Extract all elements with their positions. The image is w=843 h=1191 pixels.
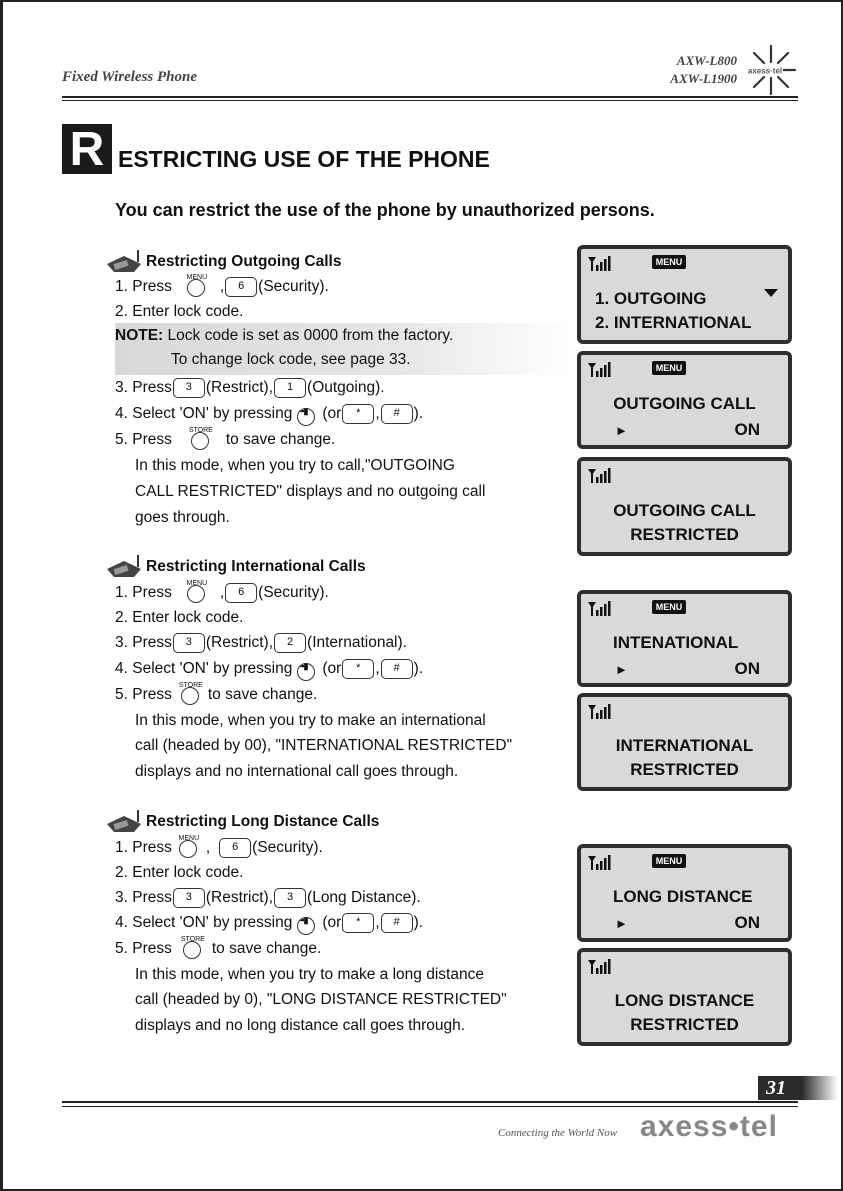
page-number: 31 bbox=[766, 1077, 786, 1099]
phone-icon bbox=[104, 553, 144, 581]
key-6: 6 bbox=[219, 838, 251, 858]
step-text: to save change. bbox=[211, 940, 322, 957]
step-text: (or bbox=[322, 914, 342, 931]
lcd-on-value: ON bbox=[734, 420, 760, 439]
desc-line: In this mode, when you try to make a long distance bbox=[135, 966, 484, 983]
menu-badge: MENU bbox=[652, 255, 686, 269]
lcd-screen-international-restricted bbox=[577, 693, 792, 791]
model-2: AXW-L1900 bbox=[670, 71, 737, 86]
step-text: 1. Press bbox=[115, 278, 172, 295]
key-3: 3 bbox=[173, 378, 205, 398]
step-2: 2. Enter lock code. bbox=[115, 303, 244, 320]
key-star: * bbox=[342, 659, 374, 679]
desc-line: call (headed by 00), "INTERNATIONAL RESTRICTED" bbox=[135, 737, 513, 754]
step-2: 2. Enter lock code. bbox=[115, 864, 244, 881]
updown-button-icon: -▪▮ bbox=[296, 402, 318, 426]
signal-icon bbox=[587, 467, 611, 483]
note-box bbox=[115, 323, 575, 375]
step-text: to save change. bbox=[225, 431, 336, 448]
footer-brand-logo: axess•tel bbox=[640, 1110, 778, 1143]
key-3: 3 bbox=[173, 633, 205, 653]
desc-line: displays and no international call goes through. bbox=[135, 763, 459, 780]
title-initial: R bbox=[62, 124, 112, 174]
footer-rule-thin bbox=[62, 1106, 798, 1107]
model-1: AXW-L800 bbox=[676, 53, 737, 68]
step-1: 1. Press MENU , 6 (Security). bbox=[115, 276, 329, 298]
store-button-icon bbox=[190, 429, 212, 451]
menu-button-icon bbox=[186, 276, 208, 298]
signal-icon bbox=[587, 255, 611, 271]
step-text: 5. Press bbox=[115, 940, 172, 957]
lcd-screen-outgoing-on bbox=[577, 351, 792, 449]
updown-button-icon: -▪▮ bbox=[296, 911, 318, 935]
selection-arrow-icon: ► bbox=[615, 916, 628, 931]
step-5 bbox=[115, 938, 321, 960]
menu-badge: MENU bbox=[652, 361, 686, 375]
key-6: 6 bbox=[225, 583, 257, 603]
lcd-on-value: ON bbox=[734, 659, 760, 678]
signal-icon bbox=[587, 703, 611, 719]
store-label: STORE bbox=[188, 427, 213, 434]
step-text: ). bbox=[413, 660, 424, 677]
key-hash: # bbox=[381, 659, 413, 679]
step-5 bbox=[115, 684, 317, 706]
step-text: 3. Press bbox=[115, 379, 172, 396]
heading-text: Restricting Outgoing Calls bbox=[146, 253, 342, 270]
lcd-line: RESTRICTED bbox=[630, 1015, 739, 1034]
step-4: 4. Select 'ON' by pressing -▪▮ (or * , # ). bbox=[115, 403, 423, 425]
lcd-line: LONG DISTANCE bbox=[614, 991, 755, 1010]
key-2: 2 bbox=[274, 633, 306, 653]
menu-badge: MENU bbox=[652, 600, 686, 614]
step-text: 1. Press bbox=[115, 584, 172, 601]
store-button-icon bbox=[182, 938, 204, 960]
note-text: Lock code is set as 0000 from the factory. bbox=[167, 327, 454, 344]
step-5 bbox=[115, 429, 335, 451]
step-text: ). bbox=[413, 405, 424, 422]
logo-text: axess·tel bbox=[747, 66, 783, 76]
step-text: (Restrict), bbox=[205, 634, 274, 651]
menu-label: MENU bbox=[178, 835, 200, 842]
heading-text: Restricting Long Distance Calls bbox=[146, 813, 380, 830]
section-heading-long-distance bbox=[104, 808, 379, 836]
step-text: (Restrict), bbox=[205, 379, 274, 396]
step-2: 2. Enter lock code. bbox=[115, 609, 244, 626]
header-models bbox=[670, 52, 737, 88]
header-rule bbox=[62, 96, 798, 98]
menu-button-icon bbox=[178, 837, 200, 859]
section-heading-outgoing bbox=[104, 248, 341, 276]
desc-line: In this mode, when you try to call,"OUTGOING bbox=[135, 457, 455, 474]
key-3: 3 bbox=[274, 888, 306, 908]
key-star: * bbox=[342, 404, 374, 424]
desc-line: CALL RESTRICTED" displays and no outgoing call bbox=[135, 483, 486, 500]
desc-line: In this mode, when you try to make an international bbox=[135, 712, 486, 729]
desc-line: displays and no long distance call goes through. bbox=[135, 1017, 466, 1034]
step-3 bbox=[115, 887, 421, 909]
page-number-tab bbox=[758, 1076, 838, 1100]
phone-icon bbox=[104, 248, 144, 276]
key-hash: # bbox=[381, 913, 413, 933]
footer-slogan: Connecting the World Now bbox=[498, 1127, 618, 1139]
heading-text: Restricting International Calls bbox=[146, 558, 366, 575]
step-3 bbox=[115, 377, 385, 399]
step-text: (Security). bbox=[252, 839, 323, 856]
lcd-line: RESTRICTED bbox=[630, 760, 739, 779]
lcd-line: INTENATIONAL bbox=[613, 633, 739, 652]
step-4: 4. Select 'ON' by pressing -▪▮ (or * , # ). bbox=[115, 912, 423, 934]
menu-badge: MENU bbox=[652, 854, 686, 868]
lcd-line: OUTGOING CALL bbox=[613, 394, 756, 413]
lcd-screen-long-distance-restricted bbox=[577, 948, 792, 1046]
step-text: (International). bbox=[307, 634, 407, 651]
step-text: (Security). bbox=[258, 584, 329, 601]
header-product: Fixed Wireless Phone bbox=[62, 69, 198, 85]
lcd-line: 2. INTERNATIONAL bbox=[595, 313, 752, 332]
step-text: 1. Press bbox=[115, 839, 172, 856]
lcd-on-value: ON bbox=[734, 913, 760, 932]
selection-arrow-icon: ► bbox=[615, 423, 628, 438]
step-text: 5. Press bbox=[115, 431, 172, 448]
key-3: 3 bbox=[173, 888, 205, 908]
note-line-2: To change lock code, see page 33. bbox=[171, 351, 411, 368]
lcd-line: INTERNATIONAL bbox=[615, 736, 754, 755]
signal-icon bbox=[587, 600, 611, 616]
step-1: 1. Press MENU , 6 (Security). bbox=[115, 837, 323, 859]
scroll-down-arrow-icon bbox=[764, 289, 778, 297]
intro-text: You can restrict the use of the phone by unauthorized persons. bbox=[115, 200, 655, 220]
lcd-screen-international-on bbox=[577, 590, 792, 687]
lcd-screen-outgoing-menu bbox=[577, 245, 792, 344]
lcd-line: 1. OUTGOING bbox=[595, 289, 707, 308]
signal-icon bbox=[587, 958, 611, 974]
step-text: (or bbox=[322, 660, 342, 677]
key-6: 6 bbox=[225, 277, 257, 297]
lcd-line: OUTGOING CALL bbox=[613, 501, 756, 520]
step-text: 3. Press bbox=[115, 634, 172, 651]
note-label: NOTE: bbox=[115, 327, 164, 344]
step-text: ). bbox=[413, 914, 424, 931]
title-text: ESTRICTING USE OF THE PHONE bbox=[118, 146, 490, 172]
lcd-screen-long-distance-on bbox=[577, 844, 792, 942]
desc-line: goes through. bbox=[135, 509, 230, 526]
store-label: STORE bbox=[178, 682, 203, 689]
step-text: 4. Select 'ON' by pressing bbox=[115, 660, 293, 677]
store-label: STORE bbox=[180, 936, 205, 943]
signal-icon bbox=[587, 361, 611, 377]
phone-icon bbox=[104, 808, 144, 836]
store-button-icon bbox=[180, 684, 202, 706]
step-1: 1. Press MENU , 6 (Security). bbox=[115, 582, 329, 604]
updown-button-icon: -▪▮ bbox=[296, 657, 318, 681]
step-4: 4. Select 'ON' by pressing -▪▮ (or * , # ). bbox=[115, 658, 423, 680]
note-line-1 bbox=[115, 327, 453, 345]
menu-button-icon bbox=[186, 582, 208, 604]
step-text: (Restrict), bbox=[205, 889, 274, 906]
menu-label: MENU bbox=[186, 580, 208, 587]
desc-line: call (headed by 0), "LONG DISTANCE RESTRICTED" bbox=[135, 991, 507, 1008]
step-text: to save change. bbox=[207, 686, 318, 703]
step-text: 4. Select 'ON' by pressing bbox=[115, 914, 293, 931]
lcd-line: LONG DISTANCE bbox=[613, 887, 753, 906]
axesstel-star-logo bbox=[745, 44, 797, 96]
key-hash: # bbox=[381, 404, 413, 424]
step-text: 3. Press bbox=[115, 889, 172, 906]
lcd-screen-outgoing-restricted bbox=[577, 457, 792, 556]
step-text: (Outgoing). bbox=[307, 379, 385, 396]
selection-arrow-icon: ► bbox=[615, 662, 628, 677]
header-rule-thin bbox=[62, 100, 798, 101]
key-1: 1 bbox=[274, 378, 306, 398]
footer-rule bbox=[62, 1101, 798, 1103]
signal-icon bbox=[587, 854, 611, 870]
step-text: 5. Press bbox=[115, 686, 172, 703]
step-text: (Security). bbox=[258, 278, 329, 295]
key-star: * bbox=[342, 913, 374, 933]
menu-label: MENU bbox=[186, 274, 208, 281]
step-text: (Long Distance). bbox=[307, 889, 421, 906]
step-text: 4. Select 'ON' by pressing bbox=[115, 405, 293, 422]
lcd-line: RESTRICTED bbox=[630, 525, 739, 544]
step-text: (or bbox=[322, 405, 342, 422]
section-heading-international bbox=[104, 553, 366, 581]
step-3 bbox=[115, 632, 407, 654]
